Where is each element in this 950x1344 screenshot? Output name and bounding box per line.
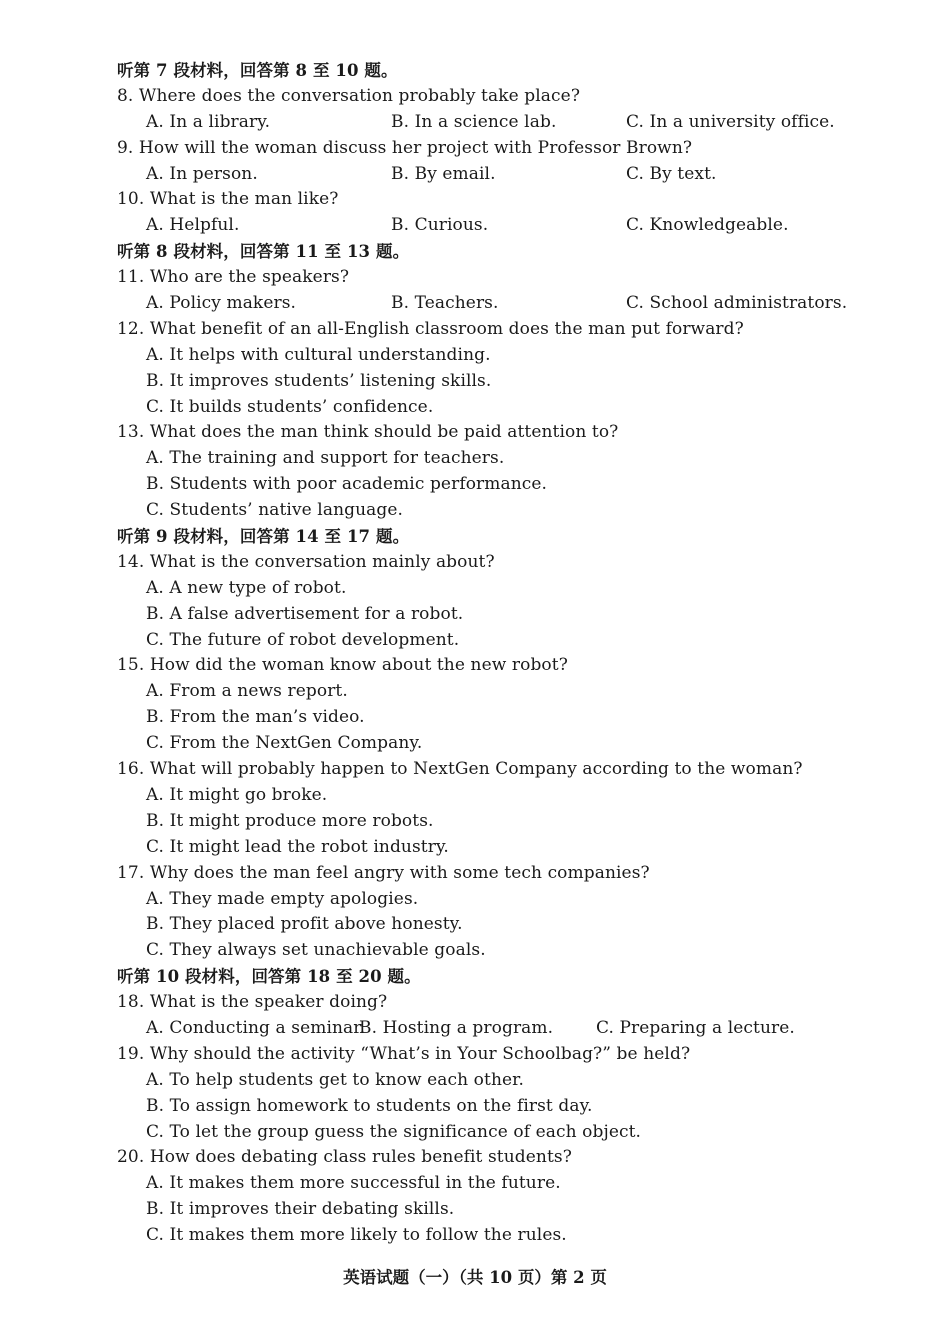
option-b: B. Hosting a program.: [359, 1017, 554, 1038]
question-stem: 13. What does the man think should be paid attention to?: [117, 422, 619, 443]
option-c: C. In a university office.: [626, 111, 835, 132]
option-b: B. Curious.: [391, 215, 489, 236]
option-b: B. A false advertisement for a robot.: [146, 603, 464, 624]
option-a: A. They made empty apologies.: [146, 888, 419, 909]
section-heading: 听第 9 段材料，回答第 14 至 17 题。: [117, 527, 410, 547]
option-c: C. The future of robot development.: [146, 629, 460, 650]
option-a: A. Helpful.: [146, 215, 240, 236]
page-footer: 英语试题（一）（共 10 页）第 2 页: [343, 1268, 607, 1287]
option-c: C. From the NextGen Company.: [146, 733, 423, 754]
option-b: B. It improves their debating skills.: [146, 1199, 455, 1220]
option-c: C. To let the group guess the significance of each object.: [146, 1121, 642, 1142]
section-heading: 听第 8 段材料，回答第 11 至 13 题。: [117, 242, 410, 262]
option-b: B. They placed profit above honesty.: [146, 914, 463, 935]
option-a: A. Policy makers.: [146, 293, 297, 314]
option-b: B. Teachers.: [391, 293, 499, 314]
option-b: B. Students with poor academic performance.: [146, 474, 548, 495]
question-stem: 17. Why does the man feel angry with some tech companies?: [117, 862, 650, 883]
option-b: B. It improves students’ listening skills.: [146, 370, 492, 391]
option-c: C. They always set unachievable goals.: [146, 940, 486, 961]
question-stem: 14. What is the conversation mainly about?: [117, 551, 495, 572]
question-stem: 18. What is the speaker doing?: [117, 992, 388, 1013]
question-stem: 8. Where does the conversation probably take place?: [117, 85, 581, 106]
listening-questions: [117, 58, 897, 1249]
option-b: B. From the man’s video.: [146, 707, 365, 728]
option-row: [117, 291, 897, 317]
option-a: A. The training and support for teachers.: [146, 448, 505, 469]
option-c: C. It makes them more likely to follow the rules.: [146, 1225, 567, 1246]
option-c: C. Preparing a lecture.: [596, 1017, 795, 1038]
option-c: C. It might lead the robot industry.: [146, 836, 449, 857]
option-a: A. In a library.: [146, 111, 271, 132]
option-row: [117, 162, 897, 188]
option-b: B. In a science lab.: [391, 111, 557, 132]
question-stem: 11. Who are the speakers?: [117, 267, 350, 288]
option-c: C. By text.: [626, 163, 717, 184]
section-heading: 听第 10 段材料，回答第 18 至 20 题。: [117, 967, 421, 987]
option-c: C. School administrators.: [626, 293, 848, 314]
question-stem: 19. Why should the activity “What’s in Your Schoolbag?” be held?: [117, 1043, 691, 1064]
option-a: A. Conducting a seminar.: [146, 1017, 366, 1038]
option-c: C. It builds students’ confidence.: [146, 396, 434, 417]
option-row: [117, 213, 897, 239]
option-c: C. Students’ native language.: [146, 500, 404, 521]
question-stem: 15. How did the woman know about the new robot?: [117, 655, 568, 676]
section-heading: 听第 7 段材料，回答第 8 至 10 题。: [117, 61, 398, 80]
option-c: C. Knowledgeable.: [626, 215, 789, 236]
question-stem: 10. What is the man like?: [117, 189, 339, 210]
option-b: B. It might produce more robots.: [146, 810, 434, 831]
option-b: B. To assign homework to students on the first day.: [146, 1095, 593, 1116]
option-a: A. In person.: [146, 163, 258, 184]
question-stem: 16. What will probably happen to NextGen Company according to the woman?: [117, 759, 803, 780]
question-stem: 20. How does debating class rules benefit students?: [117, 1147, 572, 1168]
option-a: A. It makes them more successful in the future.: [146, 1173, 561, 1194]
option-a: A. It helps with cultural understanding.: [146, 344, 491, 365]
option-row: [117, 1016, 897, 1042]
option-row: [117, 110, 897, 136]
option-a: A. A new type of robot.: [146, 577, 347, 598]
option-a: A. From a news report.: [146, 681, 348, 702]
question-stem: 12. What benefit of an all-English classroom does the man put forward?: [117, 318, 744, 339]
question-stem: 9. How will the woman discuss her project with Professor Brown?: [117, 137, 693, 158]
option-b: B. By email.: [391, 163, 496, 184]
option-a: A. To help students get to know each other.: [146, 1069, 525, 1090]
option-a: A. It might go broke.: [146, 784, 328, 805]
